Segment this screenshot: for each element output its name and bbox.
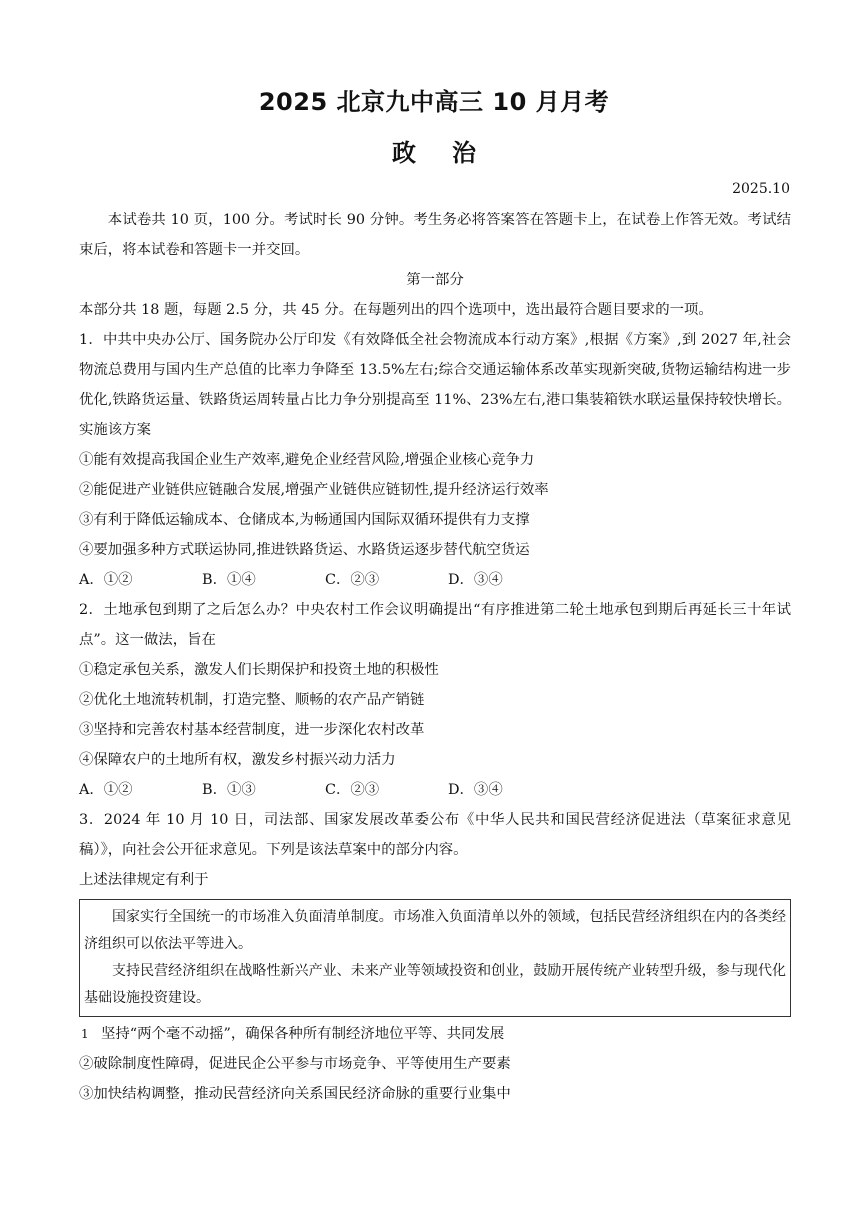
question-2-choice-c: C．②③	[325, 782, 380, 798]
question-3-option-1-marker: 1	[81, 1027, 89, 1041]
question-3-option-1-text: 坚持“两个毫不动摇”，确保各种所有制经济地位平等、共同发展	[101, 1026, 505, 1042]
question-2-option-3: ③坚持和完善农村基本经营制度，进一步深化农村改革	[79, 722, 425, 738]
question-3-option-1	[79, 1019, 791, 1049]
question-1-option-4: ④要加强多种方式联运协同,推进铁路货运、水路货运逐步替代航空货运	[79, 542, 530, 558]
question-2-stem: 2．土地承包到期了之后怎么办？中央农村工作会议明确提出“有序推进第二轮土地承包到期后再延长三十年试点”。这一做法，旨在	[79, 602, 791, 648]
law-excerpt-paragraph-2: 支持民营经济组织在战略性新兴产业、未来产业等领域投资和创业，鼓励开展传统产业转型升级，参与现代化基础设施投资建设。	[84, 963, 786, 1006]
intro-paragraph: 本试卷共 10 页，100 分。考试时长 90 分钟。考生务必将答案答在答题卡上，在试卷上作答无效。考试结束后，将本试卷和答题卡一并交回。	[79, 212, 791, 258]
law-excerpt-box	[79, 899, 791, 1017]
question-1-option-1: ①能有效提高我国企业生产效率,避免企业经营风险,增强企业核心竞争力	[79, 452, 535, 468]
question-2-choice-b: B．①③	[202, 782, 256, 798]
question-1-option-2: ②能促进产业链供应链融合发展,增强产业链供应链韧性,提升经济运行效率	[79, 482, 549, 498]
section-title: 第一部分	[406, 272, 464, 288]
question-2-option-2: ②优化土地流转机制，打造完整、顺畅的农产品产销链	[79, 692, 425, 708]
question-3-stem: 3．2024 年 10 月 10 日，司法部、国家发展改革委公布《中华人民共和国民营经济促进法（草案征求意见稿）》，向社会公开征求意见。下列是该法草案中的部分内容。	[79, 812, 791, 858]
question-1-choices	[79, 565, 791, 595]
exam-content	[79, 205, 791, 1109]
question-1-choice-b: B．①④	[202, 572, 256, 588]
exam-subject: 政治	[392, 139, 512, 167]
question-3-option-2: ②破除制度性障碍，促进民企公平参与市场竞争、平等使用生产要素	[79, 1056, 511, 1072]
question-3-option-3: ③加快结构调整，推动民营经济向关系国民经济命脉的重要行业集中	[79, 1086, 511, 1102]
question-3-lead: 上述法律规定有利于	[79, 872, 209, 888]
question-2-choice-d: D．③④	[448, 782, 503, 798]
question-2-choices	[79, 775, 791, 805]
question-1-stem: 1．中共中央办公厅、国务院办公厅印发《有效降低全社会物流成本行动方案》,根据《方案》,到 2027 年,社会物流总费用与国内生产总值的比率力争降至 13.5%左右;综合交通运输体系改革实现新突破,货物运输结构进一步优化,铁路货运量、铁路货运周转量占比力争分别提高至 11%、23%左右,港口集装箱铁水联运量保持较快增长。实施该方案	[79, 332, 791, 438]
question-2	[79, 595, 791, 805]
question-2-option-1: ①稳定承包关系，激发人们长期保护和投资土地的积极性	[79, 662, 439, 678]
question-1-choice-d: D．③④	[448, 572, 503, 588]
question-1	[79, 325, 791, 595]
question-2-choice-a: A．①②	[79, 782, 133, 798]
question-1-choice-c: C．②③	[325, 572, 380, 588]
law-excerpt-paragraph-1: 国家实行全国统一的市场准入负面清单制度。市场准入负面清单以外的领域，包括民营经济组织在内的各类经济组织可以依法平等进入。	[84, 909, 786, 952]
exam-title: 2025 北京九中高三 10 月月考	[258, 88, 610, 116]
exam-date: 2025.10	[732, 181, 790, 197]
question-2-option-4: ④保障农户的土地所有权，激发乡村振兴动力活力	[79, 752, 396, 768]
question-1-choice-a: A．①②	[79, 572, 133, 588]
section-instructions: 本部分共 18 题，每题 2.5 分，共 45 分。在每题列出的四个选项中，选出最符合题目要求的一项。	[79, 302, 713, 318]
question-1-option-3: ③有利于降低运输成本、仓储成本,为畅通国内国际双循环提供有力支撑	[79, 512, 530, 528]
question-3	[79, 805, 791, 1109]
